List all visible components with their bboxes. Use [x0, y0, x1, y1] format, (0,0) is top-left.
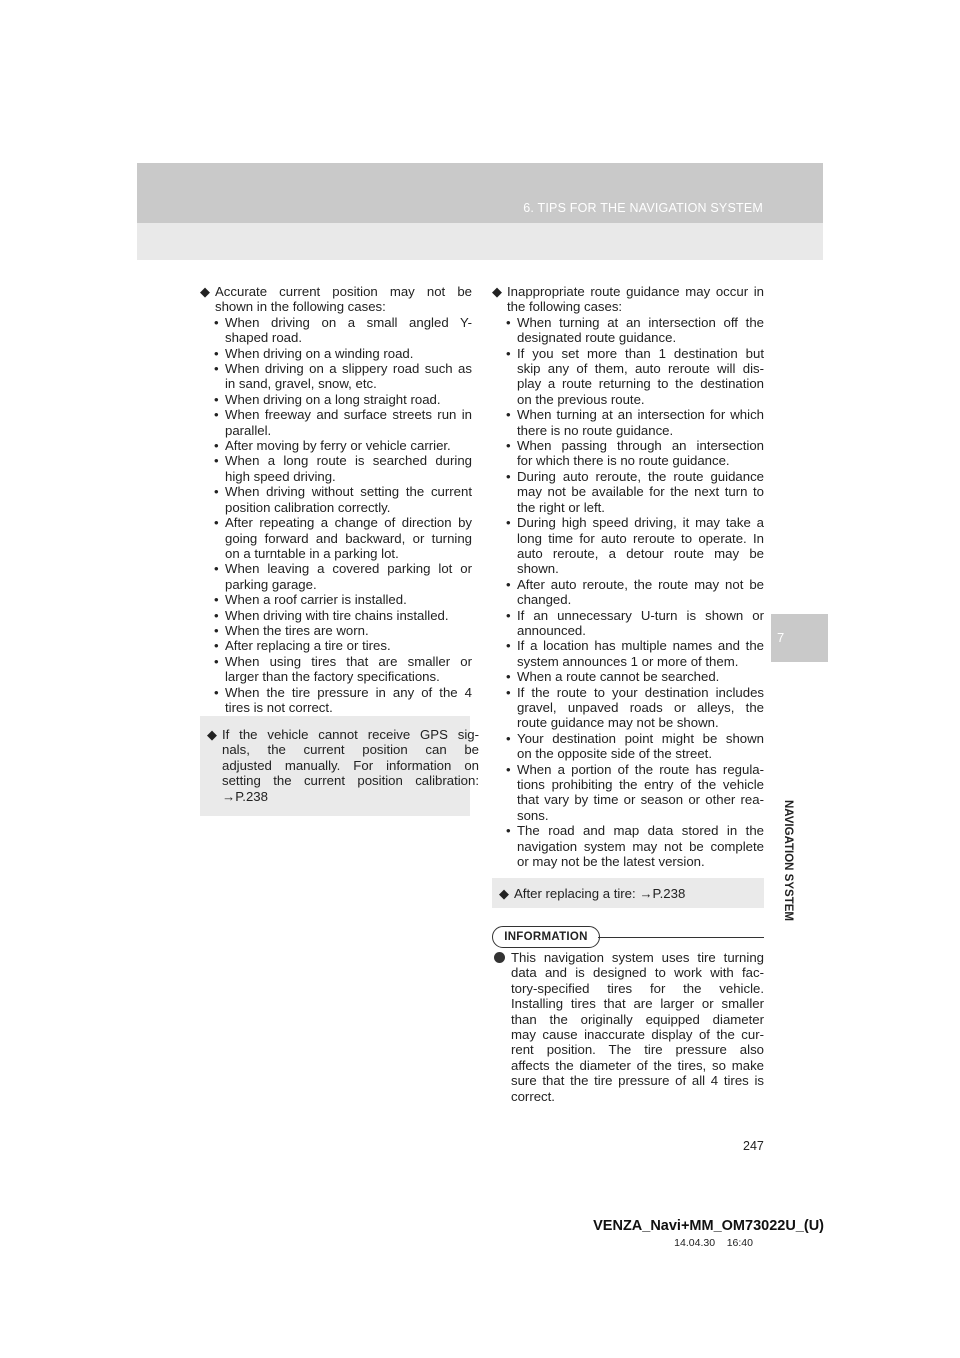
- middle-dot-icon: •: [214, 515, 219, 531]
- document-timestamp: 14.04.30 16:40: [674, 1237, 753, 1249]
- list-item-line: parking garage.: [225, 576, 317, 592]
- list-item: [492, 469, 764, 515]
- list-item-line: tires is not correct.: [225, 699, 333, 715]
- list-item-line: After replacing a tire or tires.: [225, 638, 391, 654]
- list-item-line: When freeway and surface streets run in: [225, 407, 472, 423]
- list-item-line: designated route guidance.: [517, 330, 677, 346]
- left-intro: [200, 284, 472, 315]
- chapter-label: NAVIGATION SYSTEM: [782, 800, 794, 921]
- list-item: [492, 346, 764, 408]
- list-item-line: changed.: [517, 592, 572, 608]
- middle-dot-icon: •: [214, 453, 219, 469]
- list-item-line: When driving on a winding road.: [225, 345, 414, 361]
- list-item-line: After auto reroute, the route may not be: [517, 576, 764, 592]
- list-item-line: Your destination point might be shown: [517, 730, 764, 746]
- list-item-line: When a roof carrier is installed.: [225, 592, 407, 608]
- list-item: [200, 561, 472, 592]
- list-item: [200, 361, 472, 392]
- list-item-line: When using tires that are smaller or: [225, 653, 472, 669]
- list-item-line: high speed driving.: [225, 468, 336, 484]
- diamond-bullet-icon: ◆: [200, 284, 211, 299]
- list-item-line: The road and map data stored in the: [517, 823, 764, 839]
- middle-dot-icon: •: [214, 484, 219, 500]
- list-item-line: larger than the factory specifications.: [225, 669, 440, 685]
- list-item: [492, 731, 764, 762]
- middle-dot-icon: •: [506, 407, 511, 423]
- list-item-line: When driving on a small angled Y-: [225, 314, 472, 330]
- list-item-line: may not be available for the next turn to: [517, 484, 764, 500]
- list-item: [200, 407, 472, 438]
- middle-dot-icon: •: [506, 345, 511, 361]
- gps-note-line: setting the current position calibration:: [222, 773, 479, 789]
- list-item-line: on the previous route.: [517, 391, 645, 407]
- list-item: [492, 608, 764, 639]
- list-item-line: gravel, unpaved roads or alleys, the: [517, 699, 764, 715]
- list-item: [200, 685, 472, 716]
- intro-line: Inappropriate route guidance may occur in: [507, 284, 764, 299]
- middle-dot-icon: •: [214, 592, 219, 608]
- middle-dot-icon: •: [214, 607, 219, 623]
- list-item-line: sons.: [517, 807, 549, 823]
- list-item-line: there is no route guidance.: [517, 422, 674, 438]
- middle-dot-icon: •: [214, 345, 219, 361]
- list-item: [492, 823, 764, 869]
- list-item-line: or may not be the latest version.: [517, 854, 705, 870]
- list-item-line: When turning at an intersection for which: [517, 407, 764, 423]
- information-badge: INFORMATION: [492, 926, 600, 948]
- middle-dot-icon: •: [506, 823, 511, 839]
- list-item-line: When driving with tire chains installed.: [225, 607, 449, 623]
- chapter-tab: [771, 614, 828, 662]
- middle-dot-icon: •: [214, 684, 219, 700]
- list-item: [492, 577, 764, 608]
- list-item-line: If an unnecessary U-turn is shown or: [517, 607, 764, 623]
- list-item-line: auto reroute, a detour route may be: [517, 545, 764, 561]
- middle-dot-icon: •: [506, 515, 511, 531]
- list-item-line: After moving by ferry or vehicle carrier.: [225, 438, 451, 454]
- list-item: [492, 515, 764, 577]
- middle-dot-icon: •: [506, 669, 511, 685]
- list-item-line: When a portion of the route has regula-: [517, 761, 764, 777]
- list-item-line: When passing through an intersection: [517, 438, 764, 454]
- list-item-line: parallel.: [225, 422, 272, 438]
- section-title: 6. TIPS FOR THE NAVIGATION SYSTEM: [523, 201, 763, 215]
- middle-dot-icon: •: [214, 391, 219, 407]
- information-line: affects the diameter of the tires, so make: [511, 1057, 764, 1073]
- list-item: [200, 453, 472, 484]
- list-item-line: When the tire pressure in any of the 4: [225, 684, 472, 700]
- intro-line: shown in the following cases:: [215, 299, 386, 315]
- header-band: [137, 163, 823, 260]
- intro-line: the following cases:: [507, 299, 623, 315]
- list-item: [492, 762, 764, 824]
- list-item-line: navigation system may not be complete: [517, 838, 764, 854]
- information-line: tory-specified tires for the vehicle.: [511, 980, 764, 996]
- list-item: [200, 654, 472, 685]
- tire-note-box: [492, 878, 764, 908]
- middle-dot-icon: •: [214, 653, 219, 669]
- middle-dot-icon: •: [214, 561, 219, 577]
- list-item: [200, 592, 472, 607]
- middle-dot-icon: •: [506, 576, 511, 592]
- list-item: [492, 638, 764, 669]
- list-item-line: shown.: [517, 561, 559, 577]
- list-item-line: When a route cannot be searched.: [517, 669, 720, 685]
- list-item-line: When the tires are worn.: [225, 622, 369, 638]
- list-item-line: After repeating a change of direction by: [225, 515, 472, 531]
- list-item-line: in sand, gravel, snow, etc.: [225, 376, 377, 392]
- list-item-line: going forward and backward, or turning: [225, 530, 472, 546]
- list-item: [200, 392, 472, 407]
- list-item: [200, 346, 472, 361]
- list-item: [200, 515, 472, 561]
- list-item-line: that vary by time or season or other rea-: [517, 792, 764, 808]
- diamond-bullet-icon: ◆: [499, 886, 510, 901]
- list-item-line: If you set more than 1 destination but: [517, 345, 764, 361]
- left-column: [200, 284, 472, 715]
- list-item: [200, 623, 472, 638]
- information-line: This navigation system uses tire turning: [511, 950, 764, 965]
- list-item-line: When a long route is searched during: [225, 453, 472, 469]
- list-item-line: When turning at an intersection off the: [517, 314, 764, 330]
- list-item-line: If the route to your destination includes: [517, 684, 764, 700]
- list-item: [492, 685, 764, 731]
- right-intro-text: [507, 284, 764, 315]
- gps-note-line: nals, the current position can be: [222, 742, 479, 758]
- information-line: rent position. The tire pressure also: [511, 1042, 764, 1058]
- middle-dot-icon: •: [214, 438, 219, 454]
- information-line: Installing tires that are larger or smaller: [511, 996, 764, 1012]
- middle-dot-icon: •: [506, 314, 511, 330]
- list-item: [492, 669, 764, 684]
- right-item-list: [492, 315, 764, 870]
- information-text: [492, 950, 764, 1104]
- list-item-line: system announces 1 or more of them.: [517, 653, 739, 669]
- list-item-line: shaped road.: [225, 330, 302, 346]
- middle-dot-icon: •: [506, 730, 511, 746]
- list-item-line: During high speed driving, it may take a: [517, 515, 764, 531]
- left-item-list: [200, 315, 472, 716]
- information-line: sure that the tire pressure of all 4 tires is: [511, 1073, 764, 1089]
- middle-dot-icon: •: [214, 407, 219, 423]
- document-id: VENZA_Navi+MM_OM73022U_(U): [593, 1218, 824, 1234]
- list-item-line: long time for auto reroute to operate. In: [517, 530, 764, 546]
- middle-dot-icon: •: [506, 761, 511, 777]
- gps-note: [207, 727, 479, 804]
- intro-line: Accurate current position may not be: [215, 284, 472, 299]
- list-item-line: the right or left.: [517, 499, 605, 515]
- list-item-line: tions prohibiting the entry of the vehicle: [517, 777, 764, 792]
- middle-dot-icon: •: [214, 622, 219, 638]
- list-item-line: for which there is no route guidance.: [517, 453, 730, 469]
- information-line: data and is designed to work with fac-: [511, 965, 764, 981]
- list-item-line: skip any of them, auto reroute will dis-: [517, 361, 764, 377]
- list-item: [200, 484, 472, 515]
- information-line: may cause inaccurate display of the cur-: [511, 1027, 764, 1043]
- list-item-line: When driving on a slippery road such as: [225, 361, 472, 377]
- diamond-bullet-icon: ◆: [492, 284, 503, 299]
- information-line: than the originally equipped diameter: [511, 1011, 764, 1027]
- list-item-line: on a turntable in a parking lot.: [225, 545, 399, 561]
- middle-dot-icon: •: [506, 607, 511, 623]
- middle-dot-icon: •: [214, 361, 219, 377]
- gps-note-line: If the vehicle cannot receive GPS sig-: [222, 727, 479, 742]
- middle-dot-icon: •: [506, 468, 511, 484]
- list-item: [492, 407, 764, 438]
- list-item-line: When leaving a covered parking lot or: [225, 561, 472, 577]
- right-intro: [492, 284, 764, 315]
- list-item-line: announced.: [517, 622, 586, 638]
- list-item-line: play a route returning to the destination: [517, 376, 764, 392]
- chapter-number: 7: [777, 630, 785, 645]
- left-intro-text: [215, 284, 472, 315]
- information-line: correct.: [511, 1088, 555, 1104]
- list-item: [200, 638, 472, 653]
- list-item-line: on the opposite side of the street.: [517, 746, 713, 762]
- gps-note-line: →P.238: [222, 788, 268, 804]
- header-top-bar: [137, 163, 823, 223]
- list-item: [492, 315, 764, 346]
- list-item-line: When driving on a long straight road.: [225, 391, 441, 407]
- tire-note-text: After replacing a tire: →P.238: [514, 886, 686, 901]
- list-item-line: During auto reroute, the route guidance: [517, 468, 764, 484]
- gps-note-line: adjusted manually. For information on: [222, 757, 479, 773]
- gps-note-text: [222, 727, 479, 804]
- filled-circle-icon: [494, 952, 505, 963]
- information-body: [492, 950, 764, 1104]
- middle-dot-icon: •: [214, 638, 219, 654]
- middle-dot-icon: •: [506, 438, 511, 454]
- middle-dot-icon: •: [506, 684, 511, 700]
- list-item-line: position calibration correctly.: [225, 499, 391, 515]
- page-number: 247: [743, 1139, 764, 1153]
- middle-dot-icon: •: [506, 638, 511, 654]
- list-item-line: If a location has multiple names and the: [517, 638, 764, 654]
- list-item: [200, 438, 472, 453]
- list-item-line: route guidance may not be shown.: [517, 715, 719, 731]
- right-column: [492, 284, 764, 869]
- list-item: [492, 438, 764, 469]
- information-rule: [598, 937, 764, 938]
- middle-dot-icon: •: [214, 314, 219, 330]
- diamond-bullet-icon: ◆: [207, 727, 218, 742]
- gps-note-box: [200, 716, 479, 816]
- list-item: [200, 315, 472, 346]
- list-item: [200, 608, 472, 623]
- list-item-line: When driving without setting the current: [225, 484, 472, 500]
- tire-note: [499, 886, 772, 901]
